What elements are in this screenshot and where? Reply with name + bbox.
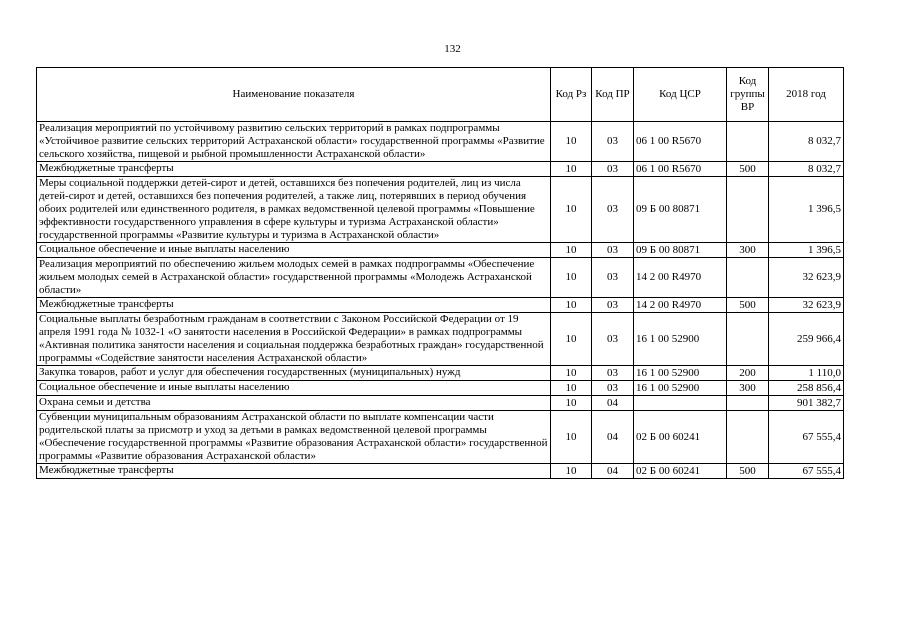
row-csr: 09 Б 00 80871 [634, 243, 727, 258]
row-amount: 32 623,9 [769, 258, 844, 298]
row-csr: 06 1 00 R5670 [634, 122, 727, 162]
row-pr: 03 [592, 298, 634, 313]
row-amount: 8 032,7 [769, 162, 844, 177]
row-rz: 10 [551, 258, 592, 298]
row-pr: 04 [592, 411, 634, 464]
table-row [37, 464, 844, 479]
table-row [37, 258, 844, 298]
row-amount: 258 856,4 [769, 381, 844, 396]
row-name: Межбюджетные трансферты [37, 298, 551, 313]
row-csr: 16 1 00 52900 [634, 381, 727, 396]
table-row [37, 177, 844, 243]
column-header-vr: Код группы ВР [727, 68, 769, 122]
row-rz: 10 [551, 298, 592, 313]
row-name: Социальное обеспечение и иные выплаты населению [37, 381, 551, 396]
row-rz: 10 [551, 243, 592, 258]
row-csr: 06 1 00 R5670 [634, 162, 727, 177]
row-name: Закупка товаров, работ и услуг для обеспечения государственных (муниципальных) нужд [37, 366, 551, 381]
row-csr: 02 Б 00 60241 [634, 464, 727, 479]
row-amount: 67 555,4 [769, 464, 844, 479]
row-vr [727, 258, 769, 298]
row-vr: 200 [727, 366, 769, 381]
row-rz: 10 [551, 366, 592, 381]
row-vr [727, 177, 769, 243]
budget-table [36, 67, 844, 479]
row-amount: 32 623,9 [769, 298, 844, 313]
table-row [37, 162, 844, 177]
row-vr: 500 [727, 162, 769, 177]
row-rz: 10 [551, 162, 592, 177]
row-amount: 1 110,0 [769, 366, 844, 381]
row-name: Субвенции муниципальным образованиям Астраханской области по выплате компенсации части родительской платы за присмотр и уход за детьми в рамках ведомственной целевой программы «Обеспечение государственной программы «Развитие образования Астраханской области» государственной программы «Развитие образования Астраханской области» [37, 411, 551, 464]
table-row [37, 313, 844, 366]
row-amount: 67 555,4 [769, 411, 844, 464]
row-rz: 10 [551, 464, 592, 479]
row-amount: 259 966,4 [769, 313, 844, 366]
row-rz: 10 [551, 122, 592, 162]
row-pr: 03 [592, 313, 634, 366]
row-name: Меры социальной поддержки детей-сирот и детей, оставшихся без попечения родителей, лиц из числа детей-сирот и детей, оставшихся без попечения родителей, а также лиц, потерявших в период обучения обоих родителей или единственного родителя, в рамках ведомственной целевой программы «Повышение эффективности государственного управления в сфере культуры и туризма Астраханской области» государственной программы «Развитие культуры и туризма в Астраханской области» [37, 177, 551, 243]
table-row [37, 411, 844, 464]
row-vr: 500 [727, 464, 769, 479]
table-row [37, 122, 844, 162]
table-row [37, 298, 844, 313]
row-amount: 901 382,7 [769, 396, 844, 411]
row-vr [727, 411, 769, 464]
row-vr: 300 [727, 243, 769, 258]
row-pr: 03 [592, 162, 634, 177]
table-header-row [37, 68, 844, 122]
row-name: Социальное обеспечение и иные выплаты населению [37, 243, 551, 258]
row-name: Реализация мероприятий по устойчивому развитию сельских территорий в рамках подпрограммы «Устойчивое развитие сельских территорий Астраханской области» государственной программы «Развитие сельского хозяйства, пищевой и рыбной промышленности Астраханской области» [37, 122, 551, 162]
row-csr: 09 Б 00 80871 [634, 177, 727, 243]
row-csr: 14 2 00 R4970 [634, 258, 727, 298]
row-amount: 1 396,5 [769, 177, 844, 243]
column-header-rz: Код Рз [551, 68, 592, 122]
row-pr: 03 [592, 243, 634, 258]
row-csr: 16 1 00 52900 [634, 366, 727, 381]
row-vr [727, 313, 769, 366]
row-rz: 10 [551, 177, 592, 243]
row-pr: 03 [592, 381, 634, 396]
row-csr: 02 Б 00 60241 [634, 411, 727, 464]
row-rz: 10 [551, 313, 592, 366]
row-vr [727, 122, 769, 162]
row-pr: 03 [592, 177, 634, 243]
column-header-name: Наименование показателя [37, 68, 551, 122]
row-csr: 14 2 00 R4970 [634, 298, 727, 313]
row-name: Реализация мероприятий по обеспечению жильем молодых семей в рамках подпрограммы «Обеспечение жильем молодых семей в Астраханской области» государственной программы «Молодежь Астраханской области» [37, 258, 551, 298]
row-rz: 10 [551, 381, 592, 396]
row-pr: 03 [592, 366, 634, 381]
row-rz: 10 [551, 411, 592, 464]
table-row [37, 381, 844, 396]
column-header-year: 2018 год [769, 68, 844, 122]
row-pr: 04 [592, 396, 634, 411]
table-row [37, 243, 844, 258]
column-header-pr: Код ПР [592, 68, 634, 122]
row-rz: 10 [551, 396, 592, 411]
column-header-csr: Код ЦСР [634, 68, 727, 122]
table-row [37, 366, 844, 381]
row-pr: 04 [592, 464, 634, 479]
row-name: Охрана семьи и детства [37, 396, 551, 411]
row-vr: 500 [727, 298, 769, 313]
row-vr [727, 396, 769, 411]
row-csr [634, 396, 727, 411]
row-name: Межбюджетные трансферты [37, 162, 551, 177]
row-name: Межбюджетные трансферты [37, 464, 551, 479]
row-vr: 300 [727, 381, 769, 396]
table-row [37, 396, 844, 411]
row-amount: 1 396,5 [769, 243, 844, 258]
row-pr: 03 [592, 258, 634, 298]
page-number: 132 [444, 43, 461, 55]
row-name: Социальные выплаты безработным гражданам в соответствии с Законом Российской Федерации от 19 апреля 1991 года № 1032-1 «О занятости населения в Российской Федерации» в рамках подпрограммы «Активная политика занятости населения и социальная поддержка безработных граждан» государственной программы «Содействие занятости населения Астраханской области» [37, 313, 551, 366]
row-amount: 8 032,7 [769, 122, 844, 162]
row-pr: 03 [592, 122, 634, 162]
row-csr: 16 1 00 52900 [634, 313, 727, 366]
